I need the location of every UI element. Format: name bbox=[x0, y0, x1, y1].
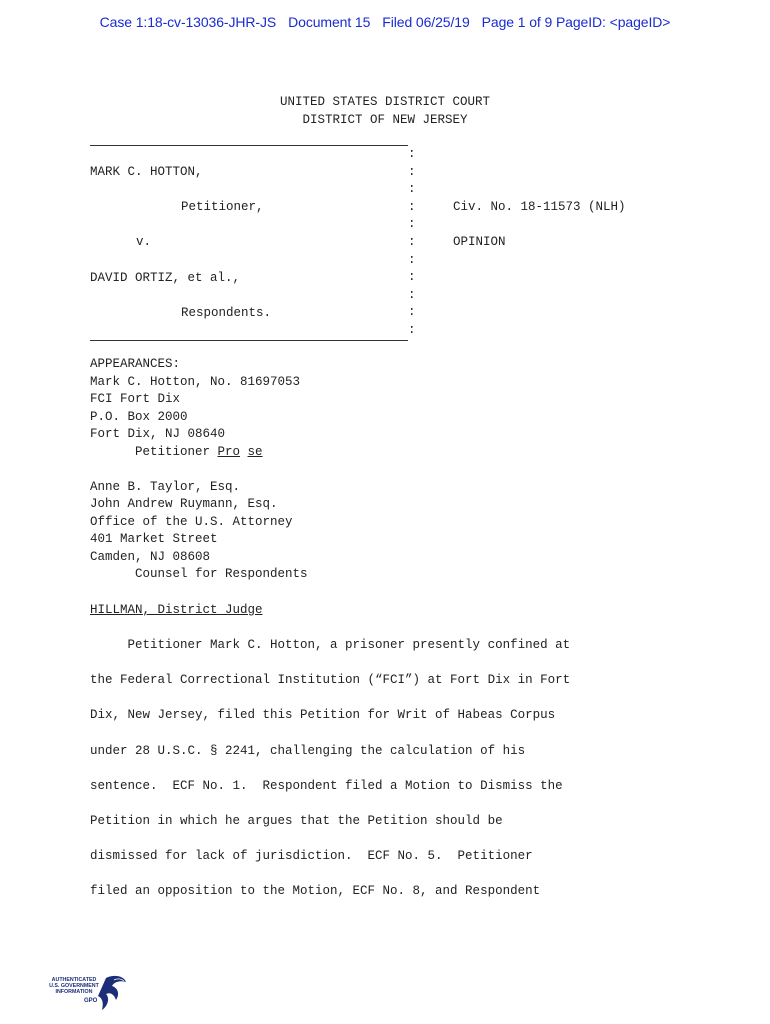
body-line: filed an opposition to the Motion, ECF No. 8, and Respondent bbox=[90, 884, 541, 899]
case-header bbox=[0, 14, 770, 30]
body-line: Petitioner Mark C. Hotton, a prisoner presently confined at bbox=[90, 638, 571, 652]
respondent-role: Respondents. bbox=[181, 306, 272, 320]
gpo-line: INFORMATION bbox=[55, 989, 93, 995]
court-name: UNITED STATES DISTRICT COURT bbox=[279, 95, 491, 109]
colon: : bbox=[408, 234, 416, 249]
filed-date: Filed 06/25/19 bbox=[382, 14, 470, 30]
counsel-name: Anne B. Taylor, Esq. bbox=[90, 479, 241, 494]
body-line: the Federal Correctional Institution (“FCI”) at Fort Dix in Fort bbox=[90, 673, 571, 688]
caption-top-rule bbox=[90, 145, 408, 146]
eagle-icon bbox=[44, 972, 130, 1016]
colon: : bbox=[408, 199, 416, 214]
petitioner-address-name: Mark C. Hotton, No. 81697053 bbox=[90, 374, 301, 389]
colon: : bbox=[408, 147, 416, 161]
versus: v. bbox=[136, 235, 152, 249]
counsel-office: Office of the U.S. Attorney bbox=[90, 514, 293, 529]
colon: : bbox=[408, 252, 416, 267]
colon: : bbox=[408, 164, 416, 179]
counsel-name: John Andrew Ruymann, Esq. bbox=[90, 497, 278, 511]
colon: : bbox=[408, 322, 416, 337]
counsel-address-line: Camden, NJ 08608 bbox=[90, 549, 211, 564]
document-type: OPINION bbox=[453, 235, 506, 249]
gpo-label: GPO bbox=[84, 998, 98, 1004]
spacer bbox=[90, 461, 308, 479]
body-line: under 28 U.S.C. § 2241, challenging the calculation of his bbox=[90, 743, 526, 758]
petitioner-name: MARK C. HOTTON, bbox=[90, 165, 203, 179]
gpo-authentication-logo bbox=[44, 972, 130, 1016]
colon: : bbox=[408, 287, 416, 302]
petitioner-address-line: FCI Fort Dix bbox=[90, 392, 181, 406]
appearances-heading: APPEARANCES: bbox=[90, 357, 181, 371]
body-line: dismissed for lack of jurisdiction. ECF No. 5. Petitioner bbox=[90, 849, 533, 864]
petitioner-appearance-role bbox=[90, 444, 308, 462]
body-line: Dix, New Jersey, filed this Petition for Writ of Habeas Corpus bbox=[90, 708, 556, 723]
counsel-address-line: 401 Market Street bbox=[90, 532, 218, 546]
petitioner-address-line: Fort Dix, NJ 08640 bbox=[90, 427, 226, 441]
colon: : bbox=[408, 182, 416, 197]
page-id: Page 1 of 9 PageID: <pageID> bbox=[481, 14, 671, 30]
judge-name: HILLMAN, District Judge bbox=[90, 603, 263, 617]
body-line: sentence. ECF No. 1. Respondent filed a Motion to Dismiss the bbox=[90, 778, 563, 793]
document-number: Document 15 bbox=[288, 14, 371, 30]
role-prefix: Petitioner bbox=[135, 444, 218, 459]
case-number: Case 1:18-cv-13036-JHR-JS bbox=[99, 14, 277, 30]
caption-colon-column bbox=[408, 146, 416, 340]
colon: : bbox=[408, 305, 416, 320]
colon: : bbox=[408, 217, 416, 232]
court-district: DISTRICT OF NEW JERSEY bbox=[302, 112, 468, 127]
se-text: se bbox=[247, 444, 263, 459]
pro-text: Pro bbox=[217, 444, 241, 459]
court-title bbox=[0, 94, 770, 129]
colon: : bbox=[408, 270, 416, 285]
civil-case-number: Civ. No. 18-11573 (NLH) bbox=[453, 200, 626, 214]
counsel-role: Counsel for Respondents bbox=[135, 567, 308, 581]
petitioner-address-line: P.O. Box 2000 bbox=[90, 409, 188, 424]
respondent-name: DAVID ORTIZ, et al., bbox=[90, 271, 241, 285]
gpo-line: AUTHENTICATED bbox=[51, 977, 97, 983]
body-line: Petition in which he argues that the Petition should be bbox=[90, 813, 503, 828]
petitioner-role: Petitioner, bbox=[181, 200, 264, 214]
appearances-section bbox=[90, 356, 308, 584]
gpo-line: U.S. GOVERNMENT bbox=[49, 983, 99, 989]
opinion-body bbox=[90, 637, 690, 919]
caption-bottom-rule bbox=[90, 340, 408, 341]
